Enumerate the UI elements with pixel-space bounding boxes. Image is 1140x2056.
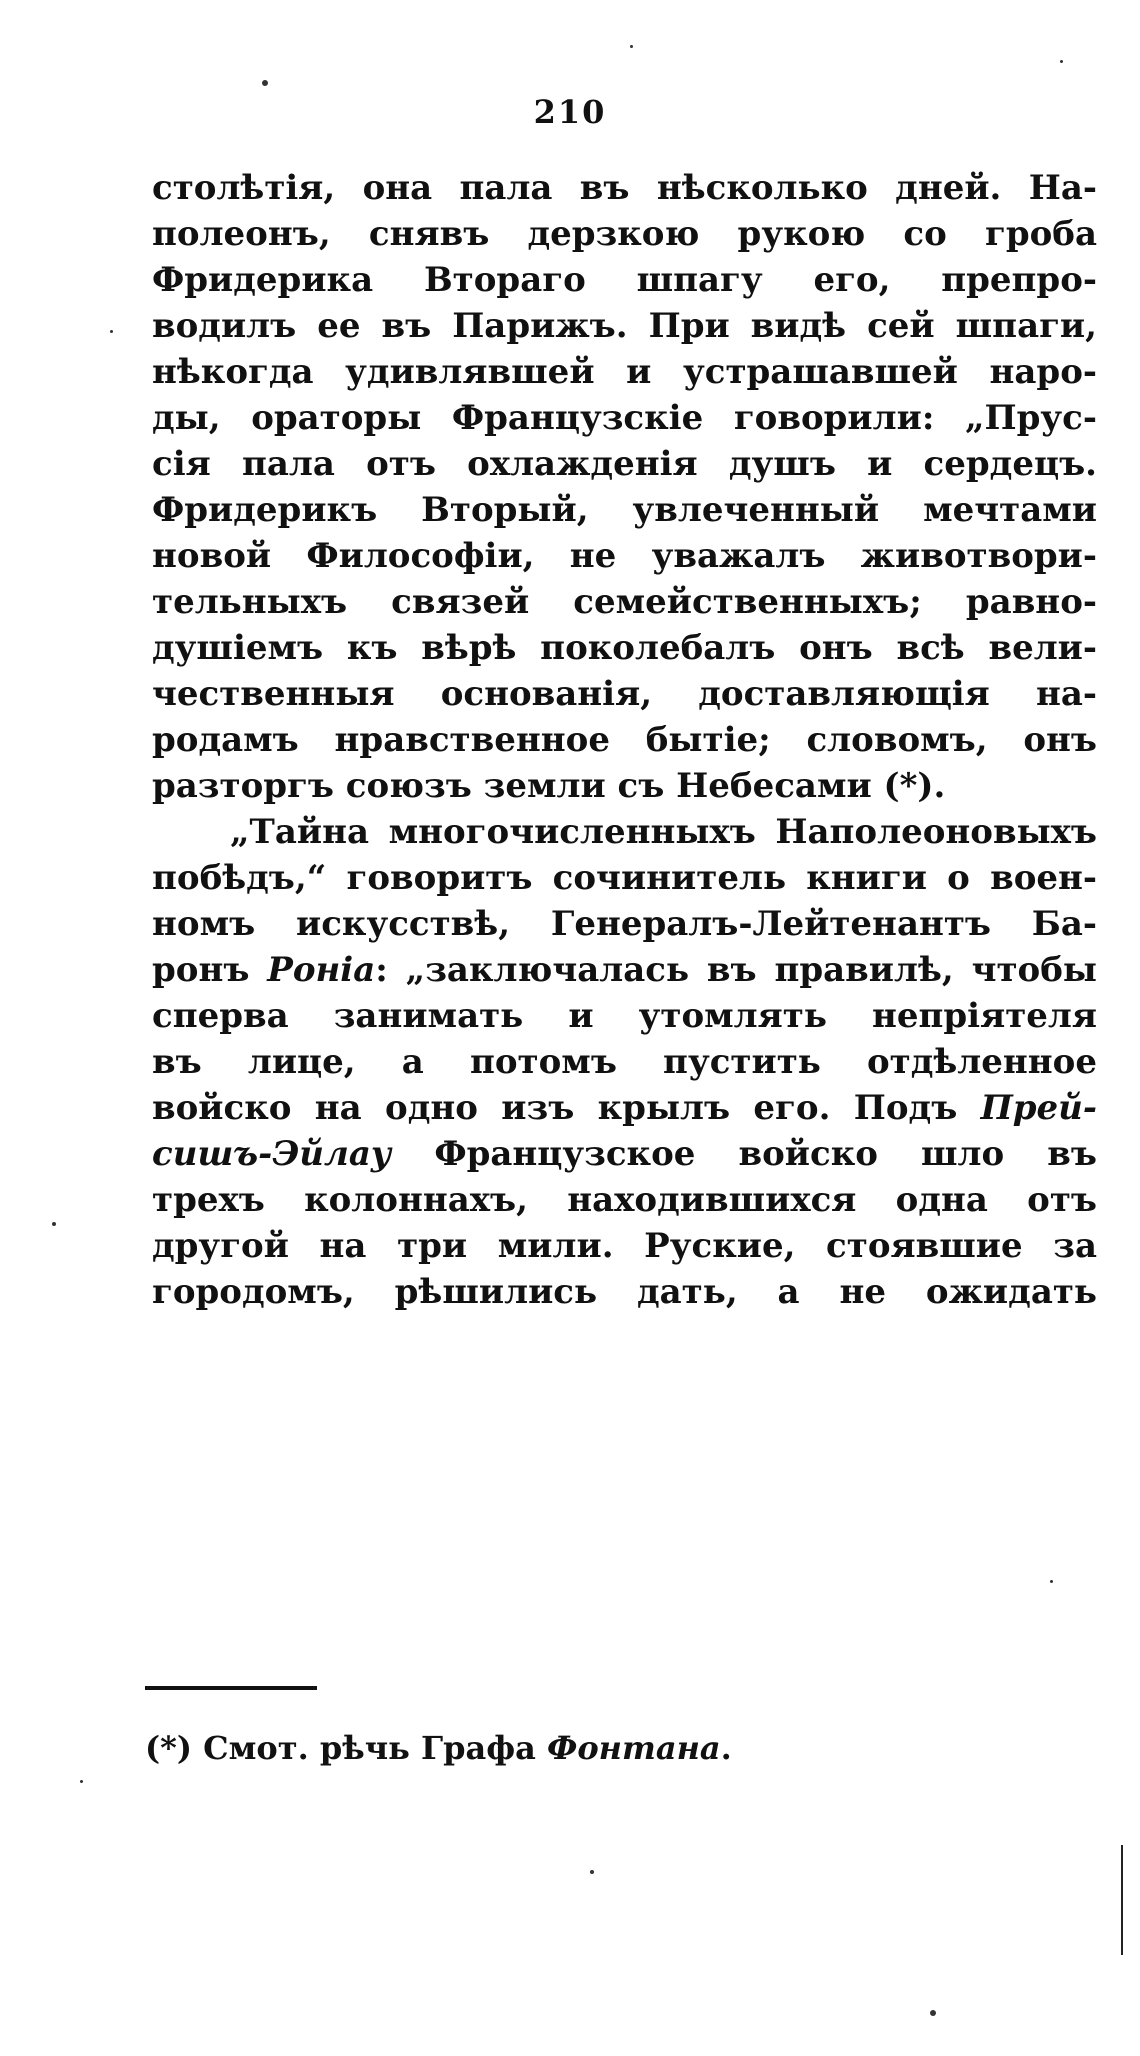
paper-speck	[930, 2010, 936, 2016]
text-segment: „Тайна многочисленныхъ Наполеоновыхъ	[230, 812, 1097, 852]
text-segment: Французское войско шло въ	[391, 1134, 1097, 1174]
text-segment: Фридерикъ Вторый, увлеченный мечтами	[152, 490, 1097, 530]
text-segment: : „заключалась въ правилѣ, чтобы	[375, 950, 1097, 990]
footnote	[145, 1720, 732, 1776]
text-segment: номъ искусствѣ, Генералъ-Лейтенантъ Ба-	[152, 904, 1097, 944]
text-segment: чественныя основанія, доставляющія на-	[152, 674, 1097, 714]
text-segment: трехъ колоннахъ, находившихся одна отъ	[152, 1180, 1097, 1220]
text-segment: Фридерика Втораго шпагу его, препро-	[152, 260, 1097, 300]
paper-speck	[1060, 60, 1063, 63]
text-segment: войско на одно изъ крылъ его. Подъ	[152, 1088, 981, 1128]
text-segment: водилъ ее въ Парижъ. При видѣ сей шпаги,	[152, 306, 1097, 346]
text-segment: побѣдъ,“ говоритъ сочинитель книги о воен-	[152, 858, 1097, 898]
text-segment: ды, ораторы Французскіе говорили: „Прус-	[152, 398, 1097, 438]
text-segment: новой Философіи, не уважалъ животвори-	[152, 536, 1097, 576]
text-segment: тельныхъ связей семейственныхъ; равно-	[152, 582, 1097, 622]
italic-text: Роніа	[267, 950, 376, 990]
text-segment: другой на три мили. Руские, стоявшие за	[152, 1226, 1097, 1266]
text-segment: душіемъ къ вѣрѣ поколебалъ онъ всѣ вели-	[152, 628, 1097, 668]
page-edge-mark	[1121, 1845, 1123, 1955]
paper-speck	[630, 45, 633, 48]
page-number: 210	[533, 93, 607, 131]
paper-speck	[80, 1780, 83, 1783]
italic-text: Прей-	[980, 1088, 1097, 1128]
paper-speck	[1050, 1580, 1053, 1583]
italic-text: Фонтана	[546, 1729, 721, 1767]
text-segment: столѣтія, она пала въ нѣсколько дней. На-	[152, 168, 1097, 208]
text-segment: въ лице, а потомъ пустить отдѣленное	[152, 1042, 1097, 1082]
text-segment: .	[720, 1729, 732, 1767]
paper-speck	[262, 80, 268, 86]
paper-speck	[52, 1222, 56, 1226]
paper-speck	[110, 330, 113, 333]
text-segment: полеонъ, снявъ дерзкою рукою со гроба	[152, 214, 1097, 254]
text-segment: сперва занимать и утомлять непріятеля	[152, 996, 1097, 1036]
text-segment: городомъ, рѣшились дать, а не ожидать	[152, 1272, 1097, 1312]
text-segment: сія пала отъ охлажденія душъ и сердецъ.	[152, 444, 1097, 484]
italic-text: сишъ-Эйлау	[152, 1134, 392, 1174]
text-line	[152, 1264, 1097, 1320]
text-segment: ронъ	[152, 950, 268, 990]
text-segment: разторгъ союзъ земли съ Небесами (*).	[152, 766, 946, 806]
footnote-rule	[145, 1686, 317, 1690]
text-segment: родамъ нравственное бытіе; словомъ, онъ	[152, 720, 1097, 760]
text-segment: (*) Смот. рѣчь Графа	[145, 1729, 547, 1767]
paper-speck	[590, 1870, 594, 1874]
text-segment: нѣкогда удивлявшей и устрашавшей наро-	[152, 352, 1097, 392]
